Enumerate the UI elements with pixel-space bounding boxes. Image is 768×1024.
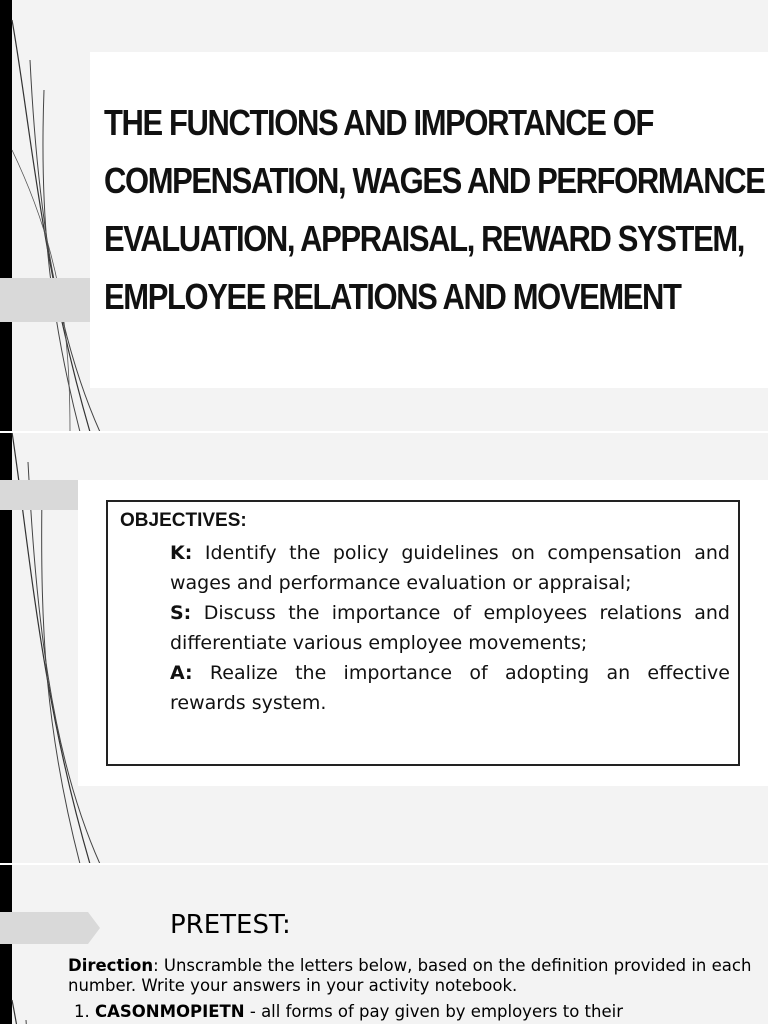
objective-letter: K: (170, 542, 193, 564)
title-line-3: EVALUATION, APPRAISAL, REWARD SYSTEM, (104, 218, 745, 259)
title-line-2: COMPENSATION, WAGES AND PERFORMANCE (104, 160, 765, 201)
slide-divider (0, 431, 768, 433)
objective-letter: S: (170, 602, 192, 624)
objectives-box (106, 500, 740, 766)
objective-a (170, 658, 730, 718)
slide-tab (0, 278, 90, 322)
objectives-image (78, 480, 768, 786)
pretest-title: PRETEST: (170, 910, 291, 940)
objective-text: Discuss the importance of employees relations and differentiate various employee movements; (170, 602, 730, 654)
objectives-list (170, 538, 730, 718)
list-item (74, 1002, 768, 1022)
slide-divider (0, 863, 768, 865)
item-number: 1. (74, 1002, 90, 1021)
page-title (104, 94, 765, 326)
objective-letter: A: (170, 662, 193, 684)
decorative-curves (0, 864, 120, 1024)
direction-label: Direction (68, 956, 154, 975)
pretest-slide (0, 864, 768, 1024)
slide-tab (0, 480, 78, 510)
objectives-heading: OBJECTIVES: (120, 510, 247, 531)
title-slide (0, 0, 768, 432)
direction-text (68, 956, 768, 996)
objective-s (170, 598, 730, 658)
title-line-4: EMPLOYEE RELATIONS AND MOVEMENT (104, 276, 681, 317)
title-line-1: THE FUNCTIONS AND IMPORTANCE OF (104, 102, 654, 143)
objective-k (170, 538, 730, 598)
objectives-slide (0, 432, 768, 864)
item-definition: - all forms of pay given by employers to their (244, 1002, 623, 1021)
scrambled-word: CASONMOPIETN (95, 1002, 245, 1021)
slide-tab (0, 912, 100, 944)
direction-body: : Unscramble the letters below, based on the definition provided in each number. Write your answers in your activity notebook. (68, 956, 752, 995)
title-image (90, 52, 768, 388)
objective-text: Realize the importance of adopting an effective rewards system. (170, 662, 730, 714)
objective-text: Identify the policy guidelines on compensation and wages and performance evaluation or appraisal; (170, 542, 730, 594)
